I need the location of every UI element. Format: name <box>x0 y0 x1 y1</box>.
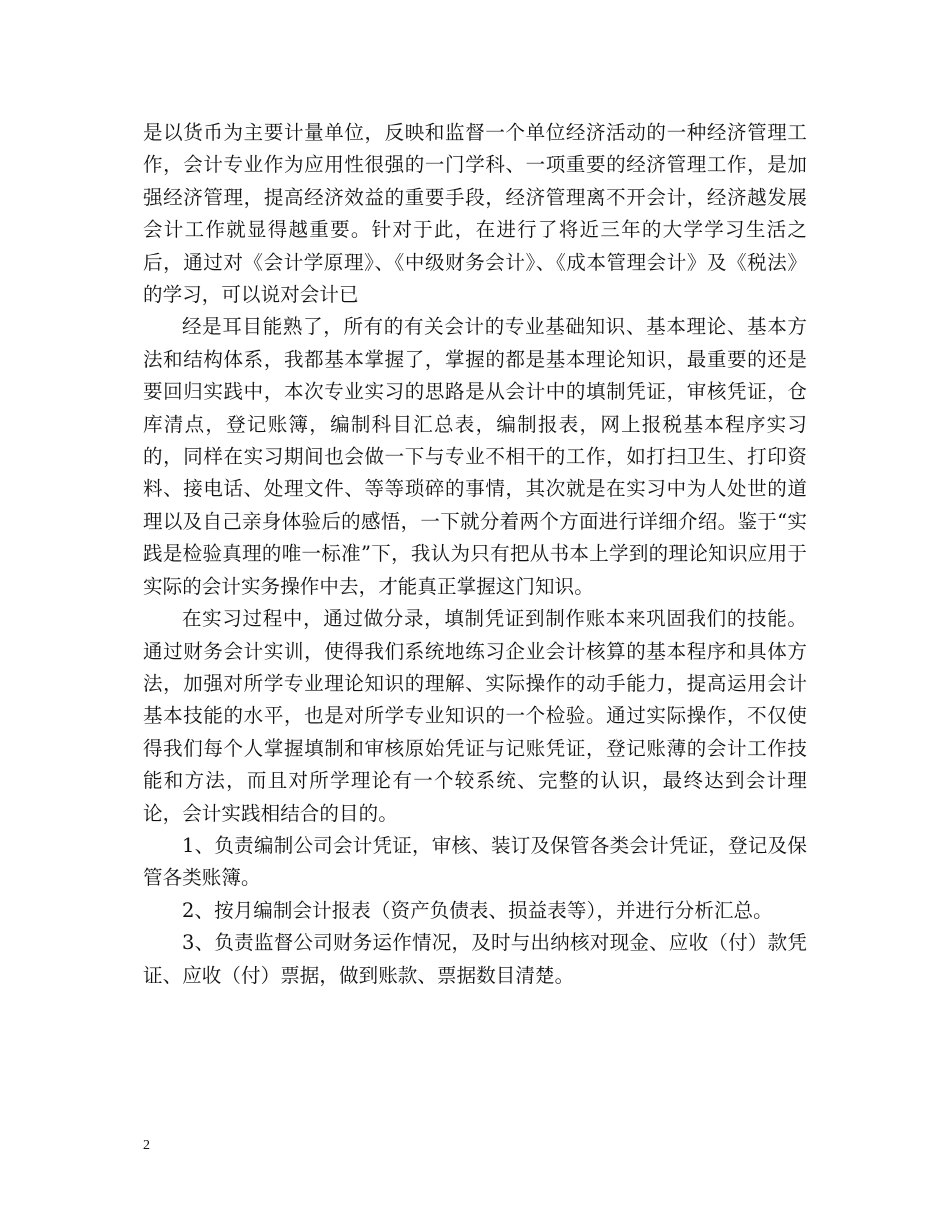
list-item-2: 2、按月编制会计报表（资产负债表、损益表等），并进行分析汇总。 <box>182 898 773 922</box>
page-number: 2 <box>143 1138 150 1153</box>
list-item-1: 1、负责编制公司会计凭证，审核、装订及保管各类会计凭证，登记及保管各类账簿。 <box>143 833 807 890</box>
paragraph-2: 经是耳目能熟了，所有的有关会计的专业基础知识、基本理论、基本方法和结构体系，我都基本掌握了，掌握的都是基本理论知识，最重要的还是要回归实践中，本次专业实习的思路是从会计中的填制凭证，审核凭证，仓库清点，登记账簿，编制科目汇总表，编制报表，网上报税基本程序实习的，同样在实习期间也会做一下与专业不相干的工作，如打扫卫生、打印资料、接电话、处理文件、等等琐碎的事情，其次就是在实习中为人处世的道理以及自己亲身体验后的感悟，一下就分着两个方面进行详细介绍。鉴于“实践是检验真理的唯一标准”下，我认为只有把从书本上学到的理论知识应用于实际的会计实务操作中去，才能真正掌握这门知识。 <box>143 315 807 598</box>
document-body <box>143 117 807 992</box>
paragraph-3: 在实习过程中，通过做分录，填制凭证到制作账本来巩固我们的技能。通过财务会计实训，使得我们系统地练习企业会计核算的基本程序和具体方法，加强对所学专业理论知识的理解、实际操作的动手能力，提高运用会计基本技能的水平，也是对所学专业知识的一个检验。通过实际操作，不仅使得我们每个人掌握填制和审核原始凭证与记账凭证，登记账薄的会计工作技能和方法，而且对所学理论有一个较系统、完整的认识，最终达到会计理论，会计实践相结合的目的。 <box>143 607 807 825</box>
list-item-3: 3、负责监督公司财务运作情况，及时与出纳核对现金、应收（付）款凭证、应收（付）票据，做到账款、票据数目清楚。 <box>143 931 807 987</box>
paragraph-1: 是以货币为主要计量单位，反映和监督一个单位经济活动的一种经济管理工作，会计专业作为应用性很强的一门学科、一项重要的经济管理工作，是加强经济管理，提高经济效益的重要手段，经济管理离不开会计，经济越发展会计工作就显得越重要。针对于此，在进行了将近三年的大学学习生活之后，通过对《会计学原理》、《中级财务会计》、《成本管理会计》及《税法》的学习，可以说对会计已 <box>143 121 807 307</box>
